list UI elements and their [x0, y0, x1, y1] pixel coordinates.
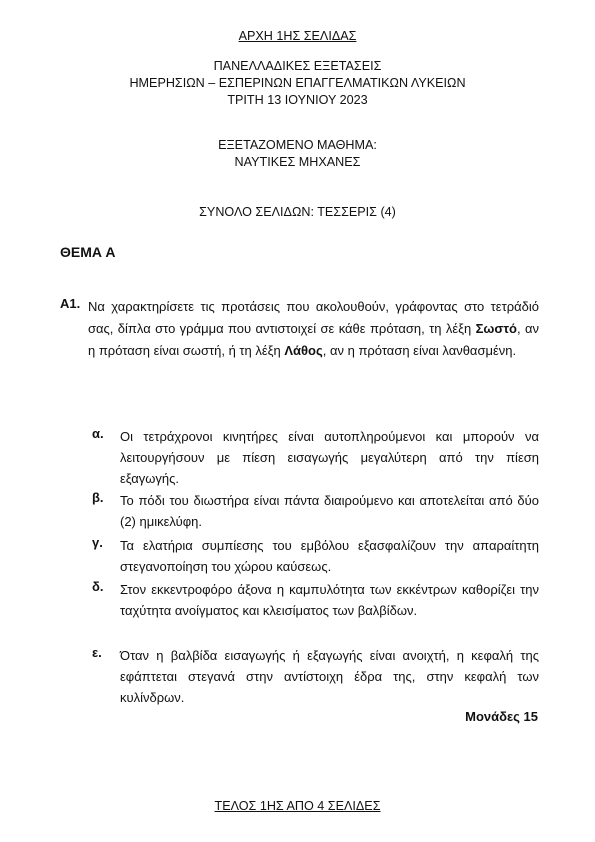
- exam-title-line1: ΠΑΝΕΛΛΑΔΙΚΕΣ ΕΞΕΤΑΣΕΙΣ: [213, 59, 382, 73]
- page-end-label: ΤΕΛΟΣ 1ΗΣ ΑΠΟ 4 ΣΕΛΙΔΕΣ: [214, 799, 381, 813]
- question-text-part1: Να χαρακτηρίσετε τις προτάσεις που ακολουθούν, γράφοντας στο τετράδιό σας, δίπλα στο γράμμα που αντιστοιχεί σε κάθε πρόταση, τη λέξη: [88, 299, 539, 336]
- item-text: Το πόδι του διωστήρα είναι πάντα διαιρούμενο και αποτελείται από δύο (2) ημικελύφη.: [120, 493, 539, 529]
- page-start-label: ΑΡΧΗ 1ΗΣ ΣΕΛΙΔΑΣ: [238, 29, 357, 43]
- item-text: Τα ελατήρια συμπίεσης του εμβόλου εξασφαλίζουν την απαραίτητη στεγανοποίηση του χώρου καύσεως.: [120, 538, 539, 574]
- list-item: [92, 579, 539, 621]
- word-correct: Σωστό: [475, 321, 517, 336]
- exam-title-line2: ΗΜΕΡΗΣΙΩΝ – ΕΣΠΕΡΙΝΩΝ ΕΠΑΓΓΕΛΜΑΤΙΚΩΝ ΛΥΚΕΙΩΝ: [129, 76, 466, 90]
- item-letter: γ.: [92, 535, 103, 550]
- subject-label: ΕΞΕΤΑΖΟΜΕΝΟ ΜΑΘΗΜΑ:: [218, 138, 377, 152]
- list-item: [92, 426, 539, 489]
- subject-name: ΝΑΥΤΙΚΕΣ ΜΗΧΑΝΕΣ: [234, 155, 361, 169]
- list-item: [92, 490, 539, 532]
- item-letter: ε.: [92, 645, 102, 660]
- list-item: [92, 645, 539, 708]
- word-wrong: Λάθος: [284, 343, 323, 358]
- question-label: Α1.: [60, 296, 81, 311]
- pages-total: ΣΥΝΟΛΟ ΣΕΛΙΔΩΝ: ΤΕΣΣΕΡΙΣ (4): [199, 205, 396, 219]
- exam-title-block: [0, 58, 595, 109]
- question-text-part3: , αν η πρόταση είναι λανθασμένη.: [322, 343, 517, 358]
- list-item: [92, 535, 539, 577]
- item-text: Όταν η βαλβίδα εισαγωγής ή εξαγωγής είναι ανοιχτή, η κεφαλή της εφάπτεται στεγανά στην αντίστοιχη έδρα της, στην κεφαλή των κυλίνδρων.: [120, 648, 539, 705]
- item-letter: δ.: [92, 579, 104, 594]
- question-text: [88, 296, 539, 362]
- exam-date: ΤΡΙΤΗ 13 ΙΟΥΝΙΟΥ 2023: [227, 93, 368, 107]
- page-header: [0, 28, 595, 45]
- page-footer: [0, 798, 595, 815]
- section-title: ΘΕΜΑ Α: [60, 244, 116, 260]
- item-text: Οι τετράχρονοι κινητήρες είναι αυτοπληρούμενοι και μπορούν να λειτουργήσουν με πίεση εισαγωγής μεγαλύτερη από την πίεση εξαγωγής.: [120, 429, 539, 486]
- marks-label: Μονάδες 15: [465, 709, 538, 724]
- item-letter: α.: [92, 426, 104, 441]
- item-text: Στον εκκεντροφόρο άξονα η καμπυλότητα των εκκέντρων καθορίζει την ταχύτητα ανοίγματος και κλεισίματος των βαλβίδων.: [120, 582, 539, 618]
- subject-block: [0, 137, 595, 171]
- item-letter: β.: [92, 490, 104, 505]
- question-text-part2: , αν η πρόταση είναι σωστή, ή τη λέξη: [88, 321, 539, 358]
